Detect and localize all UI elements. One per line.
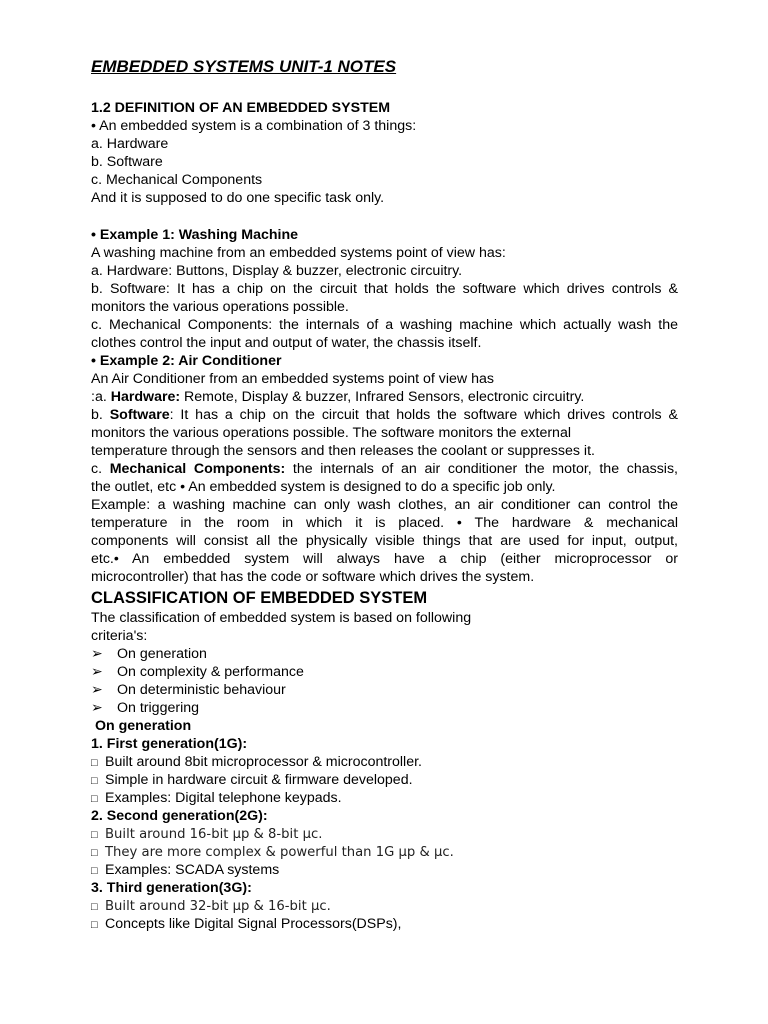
generation-item xyxy=(91,789,678,807)
generation-item xyxy=(91,897,678,915)
generation-item-text: Built around 8bit microprocessor & microcontroller. xyxy=(105,754,422,770)
example2-prefix: :a. xyxy=(91,389,111,405)
generation-item-text: Built around 32-bit µp & 16-bit µc. xyxy=(105,899,331,914)
generation-item xyxy=(91,825,678,843)
arrow-bullet-icon: ➢ xyxy=(91,664,103,680)
example1-line: clothes control the input and output of water, the chassis itself. xyxy=(91,335,482,351)
example2-mechanical-label: Mechanical Components: xyxy=(109,461,286,477)
example2-software-text: : It has a chip on the circuit that holds the software which drives controls & xyxy=(169,407,678,423)
generation-item-text: Examples: SCADA systems xyxy=(105,862,280,878)
classification-list-item xyxy=(91,645,678,663)
example2-prefix: b. xyxy=(91,407,110,423)
classification-item-text: On triggering xyxy=(117,700,200,716)
box-bullet-icon: □ xyxy=(91,847,98,859)
example1-line: c. Mechanical Components: the internals of a washing machine which actually wash the xyxy=(91,317,678,333)
box-bullet-icon: □ xyxy=(91,775,98,787)
example2-line: temperature through the sensors and then releases the coolant or suppresses it. xyxy=(91,443,595,459)
example2-mechanical-text: the internals of an air conditioner the motor, the chassis, xyxy=(285,461,678,477)
example2-line: components will consist all the physically visible things that are used for input, output, xyxy=(91,533,678,549)
definition-line: a. Hardware xyxy=(91,136,169,152)
example2-line: etc.• An embedded system will always have a chip (either microprocessor or xyxy=(91,551,678,567)
example1-line: a. Hardware: Buttons, Display & buzzer, electronic circuitry. xyxy=(91,263,463,279)
document-title: EMBEDDED SYSTEMS UNIT-1 NOTES xyxy=(91,57,397,76)
third-generation-heading: 3. Third generation(3G): xyxy=(91,880,252,896)
example2-line: microcontroller) that has the code or software which drives the system. xyxy=(91,569,535,585)
arrow-bullet-icon: ➢ xyxy=(91,646,103,662)
example1-section xyxy=(91,226,678,586)
example1-line: A washing machine from an embedded systems point of view has: xyxy=(91,245,506,261)
example2-line: Example: a washing machine can only wash clothes, an air conditioner can control the xyxy=(91,497,678,513)
classification-section xyxy=(91,589,678,933)
classification-list-item xyxy=(91,681,678,699)
example2-line: monitors the various operations possible. The software monitors the external xyxy=(91,425,571,441)
definition-line: • An embedded system is a combination of 3 things: xyxy=(91,118,417,134)
example2-line: An Air Conditioner from an embedded systems point of view has xyxy=(91,371,494,387)
example1-line: monitors the various operations possible. xyxy=(91,299,349,315)
generation-item-text: Simple in hardware circuit & firmware developed. xyxy=(105,772,413,788)
definition-section xyxy=(91,99,678,207)
generation-item-text: Concepts like Digital Signal Processors(DSPs), xyxy=(105,916,402,932)
example2-hardware-label: Hardware: xyxy=(110,389,181,405)
box-bullet-icon: □ xyxy=(91,829,98,841)
generation-item-text: They are more complex & powerful than 1G µp & µc. xyxy=(105,845,454,860)
example2-hardware-text: Remote, Display & buzzer, Infrared Sensors, electronic circuitry. xyxy=(180,389,585,405)
definition-line: And it is supposed to do one specific task only. xyxy=(91,190,385,206)
generation-item xyxy=(91,753,678,771)
on-generation-heading: On generation xyxy=(91,718,192,734)
classification-list-item xyxy=(91,663,678,681)
arrow-bullet-icon: ➢ xyxy=(91,682,103,698)
generation-item-text: Built around 16-bit µp & 8-bit µc. xyxy=(105,827,323,842)
box-bullet-icon: □ xyxy=(91,919,98,931)
box-bullet-icon: □ xyxy=(91,793,98,805)
box-bullet-icon: □ xyxy=(91,865,98,877)
second-generation-heading: 2. Second generation(2G): xyxy=(91,808,268,824)
classification-line: The classification of embedded system is based on following xyxy=(91,610,472,626)
example2-line xyxy=(91,460,678,478)
example2-heading: • Example 2: Air Conditioner xyxy=(91,353,282,369)
generation-item xyxy=(91,843,678,861)
document-title-block xyxy=(91,58,678,76)
example1-heading: • Example 1: Washing Machine xyxy=(91,227,299,243)
classification-line: criteria's: xyxy=(91,628,148,644)
box-bullet-icon: □ xyxy=(91,757,98,769)
definition-line: b. Software xyxy=(91,154,163,170)
classification-item-text: On generation xyxy=(117,646,207,662)
generation-item xyxy=(91,771,678,789)
first-generation-heading: 1. First generation(1G): xyxy=(91,736,248,752)
arrow-bullet-icon: ➢ xyxy=(91,700,103,716)
definition-line: c. Mechanical Components xyxy=(91,172,263,188)
example2-line xyxy=(91,406,678,424)
example2-software-label: Software xyxy=(109,407,170,423)
classification-heading: CLASSIFICATION OF EMBEDDED SYSTEM xyxy=(91,589,428,607)
example1-line: b. Software: It has a chip on the circuit that holds the software which drives controls & xyxy=(91,281,678,297)
example2-line: the outlet, etc • An embedded system is designed to do a specific job only. xyxy=(91,479,556,495)
example2-prefix: c. xyxy=(91,461,110,477)
box-bullet-icon: □ xyxy=(91,901,98,913)
classification-list-item xyxy=(91,699,678,717)
example2-line xyxy=(91,388,678,406)
classification-item-text: On deterministic behaviour xyxy=(117,682,286,698)
definition-heading: 1.2 DEFINITION OF AN EMBEDDED SYSTEM xyxy=(91,100,391,116)
generation-item xyxy=(91,915,678,933)
classification-item-text: On complexity & performance xyxy=(117,664,304,680)
example2-line: temperature in the room in which it is placed. • The hardware & mechanical xyxy=(91,515,678,531)
generation-item xyxy=(91,861,678,879)
generation-item-text: Examples: Digital telephone keypads. xyxy=(105,790,342,806)
